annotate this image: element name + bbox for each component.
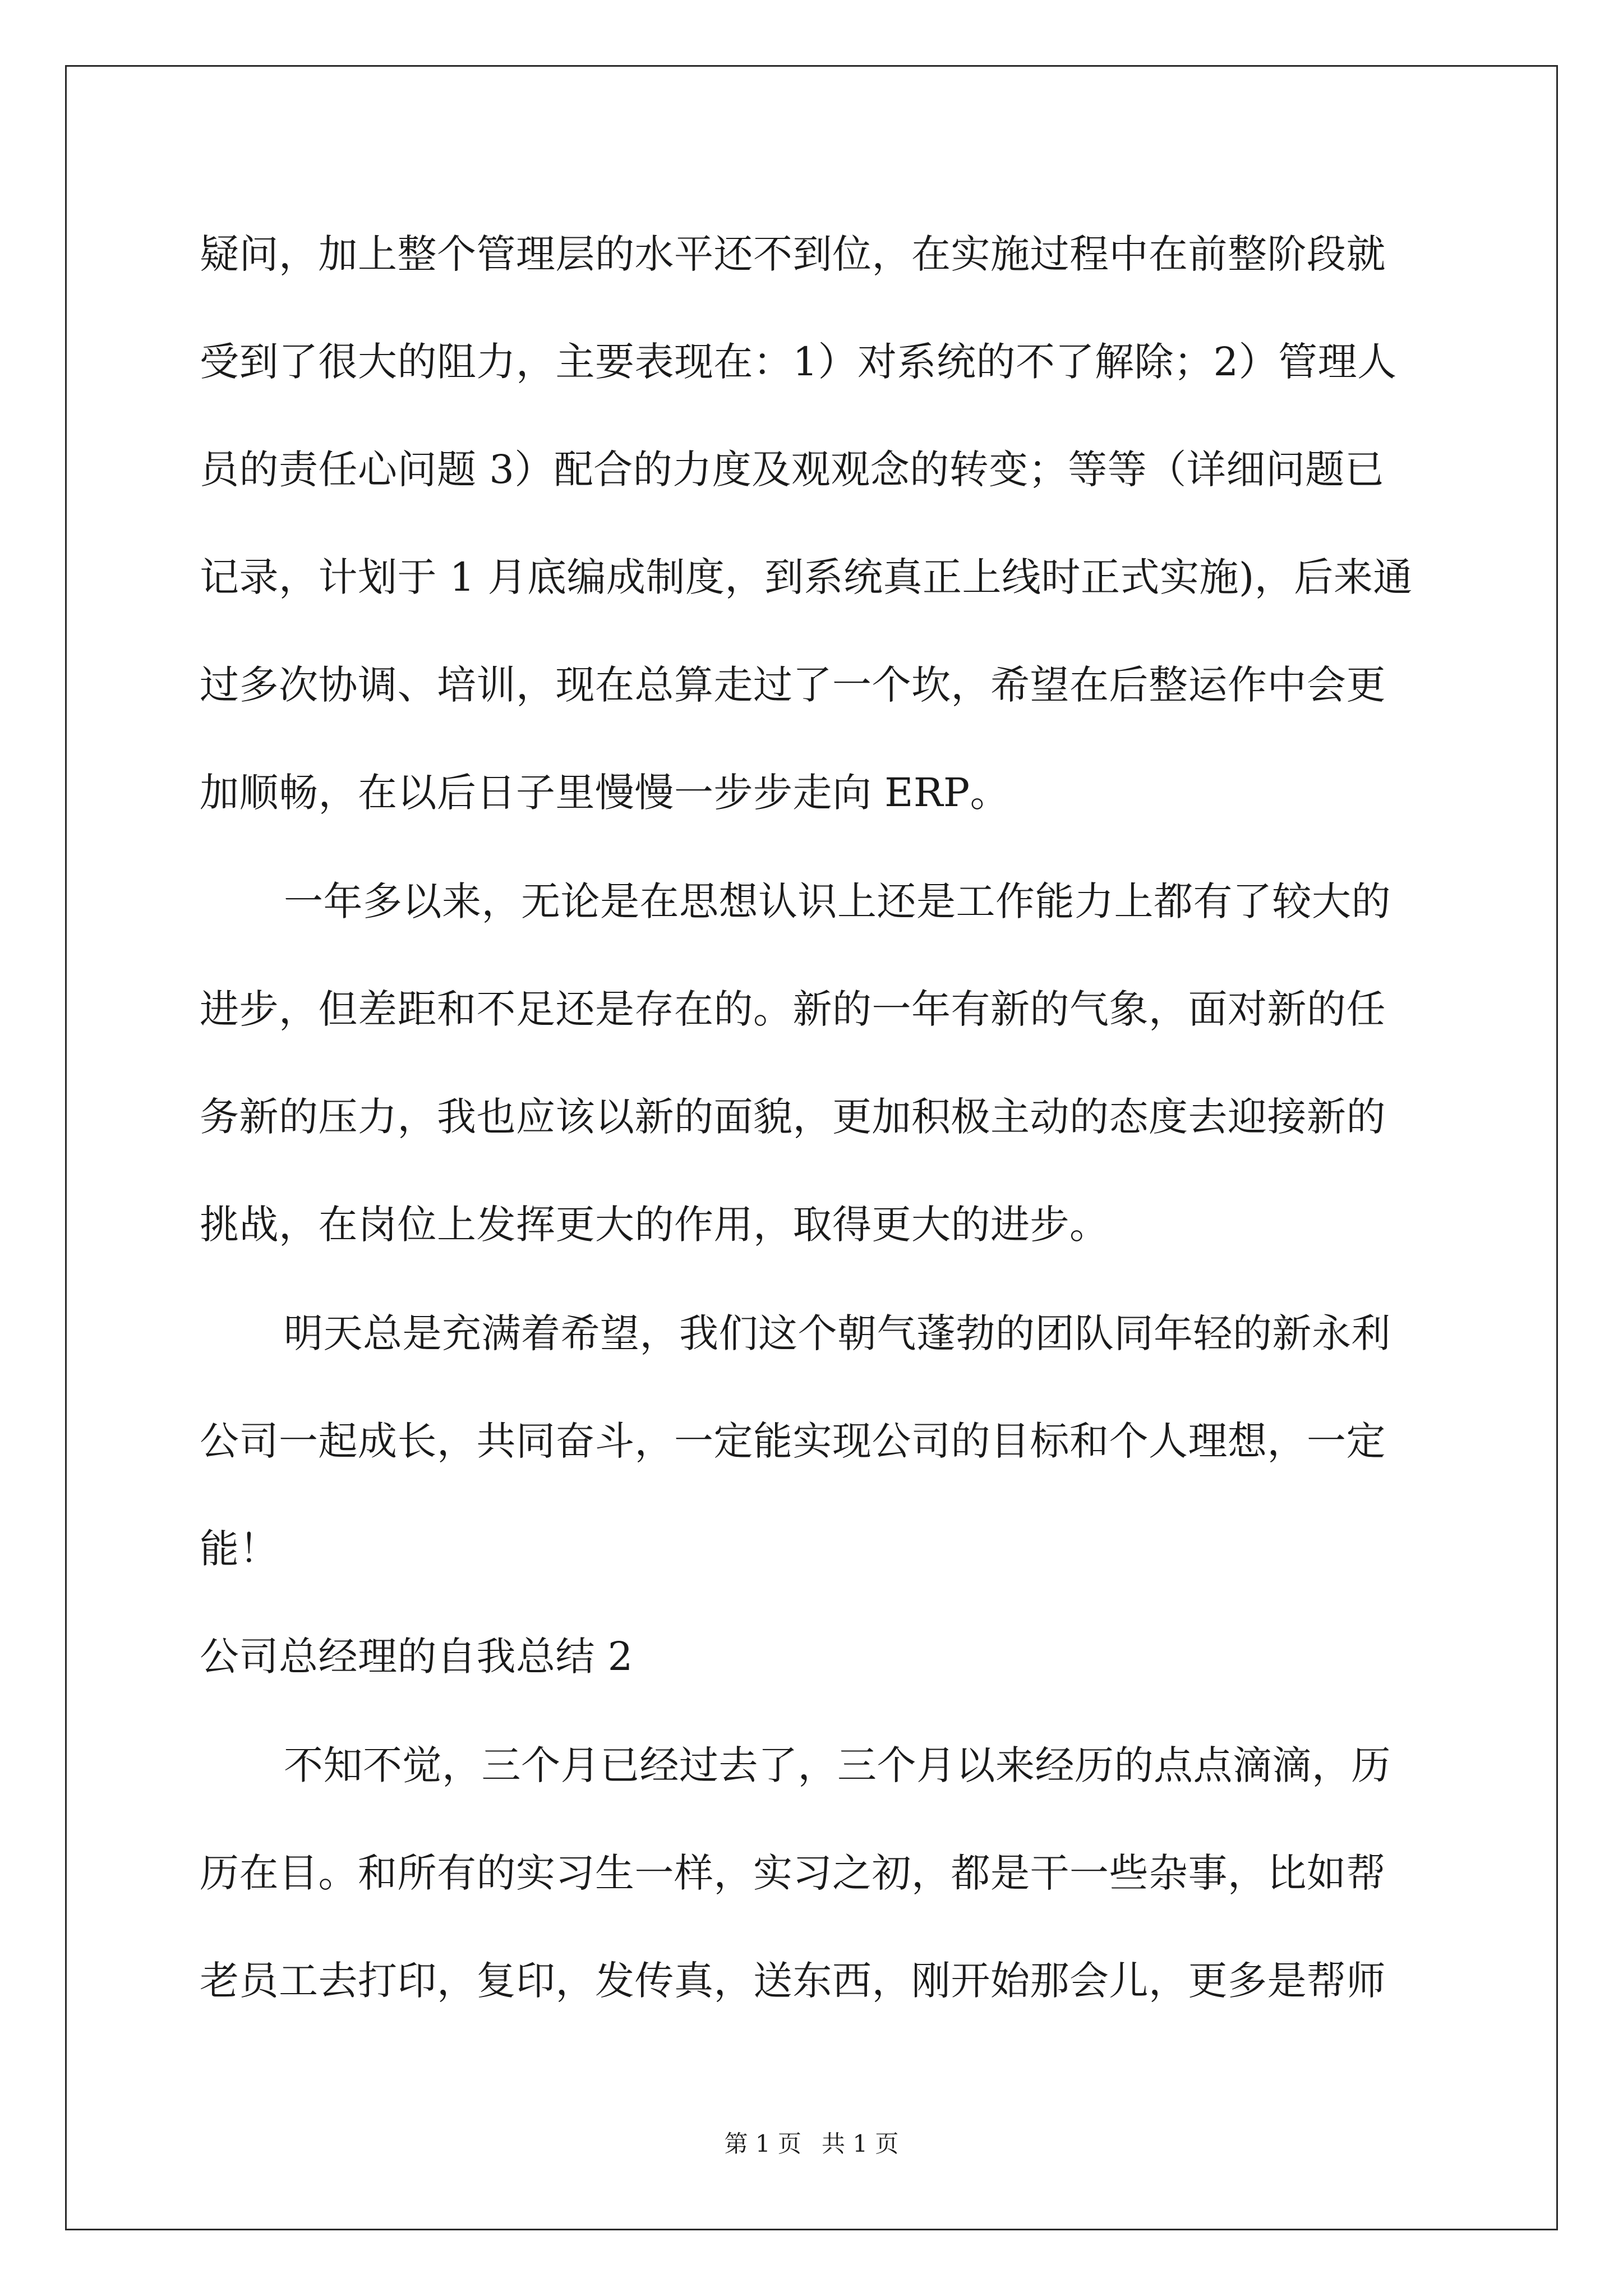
paragraph-first-line: 不知不觉，三个月已经过去了，三个月以来经历的点点滴滴，历 xyxy=(284,1742,1391,1788)
body-line: 疑问，加上整个管理层的水平还不到位，在实施过程中在前整阶段就 xyxy=(200,231,1386,277)
body-line: 务新的压力，我也应该以新的面貌，更加积极主动的态度去迎接新的 xyxy=(200,1094,1386,1140)
body-line: 过多次协调、培训，现在总算走过了一个坎，希望在后整运作中会更 xyxy=(200,662,1386,708)
body-line: 员的责任心问题 3）配合的力度及观观念的转变；等等（详细问题已 xyxy=(200,447,1385,493)
page-border xyxy=(65,65,1558,2230)
body-line: 老员工去打印，复印，发传真，送东西，刚开始那会儿，更多是帮师 xyxy=(200,1958,1386,2004)
body-line: 受到了很大的阻力，主要表现在：1）对系统的不了解除；2）管理人 xyxy=(200,339,1397,385)
paragraph-first-line: 一年多以来，无论是在思想认识上还是工作能力上都有了较大的 xyxy=(284,878,1391,924)
body-line: 记录，计划于 1 月底编成制度，到系统真正上线时正式实施)，后来通 xyxy=(200,554,1413,600)
section-heading: 公司总经理的自我总结 2 xyxy=(200,1634,633,1680)
body-line: 历在目。和所有的实习生一样，实习之初，都是干一些杂事，比如帮 xyxy=(200,1850,1386,1896)
body-line: 挑战，在岗位上发挥更大的作用，取得更大的进步。 xyxy=(200,1202,1109,1248)
body-line: 公司一起成长，共同奋斗，一定能实现公司的目标和个人理想，一定 xyxy=(200,1418,1386,1464)
page-number: 第 1 页 xyxy=(724,2130,801,2157)
body-line: 能！ xyxy=(200,1526,279,1572)
page-footer xyxy=(0,2127,1623,2161)
body-line: 加顺畅，在以后日子里慢慢一步步走向 ERP。 xyxy=(200,770,1010,816)
body-line: 进步，但差距和不足还是存在的。新的一年有新的气象，面对新的任 xyxy=(200,986,1386,1032)
paragraph-first-line: 明天总是充满着希望，我们这个朝气蓬勃的团队同年轻的新永利 xyxy=(284,1310,1391,1356)
page-total: 共 1 页 xyxy=(822,2130,899,2157)
